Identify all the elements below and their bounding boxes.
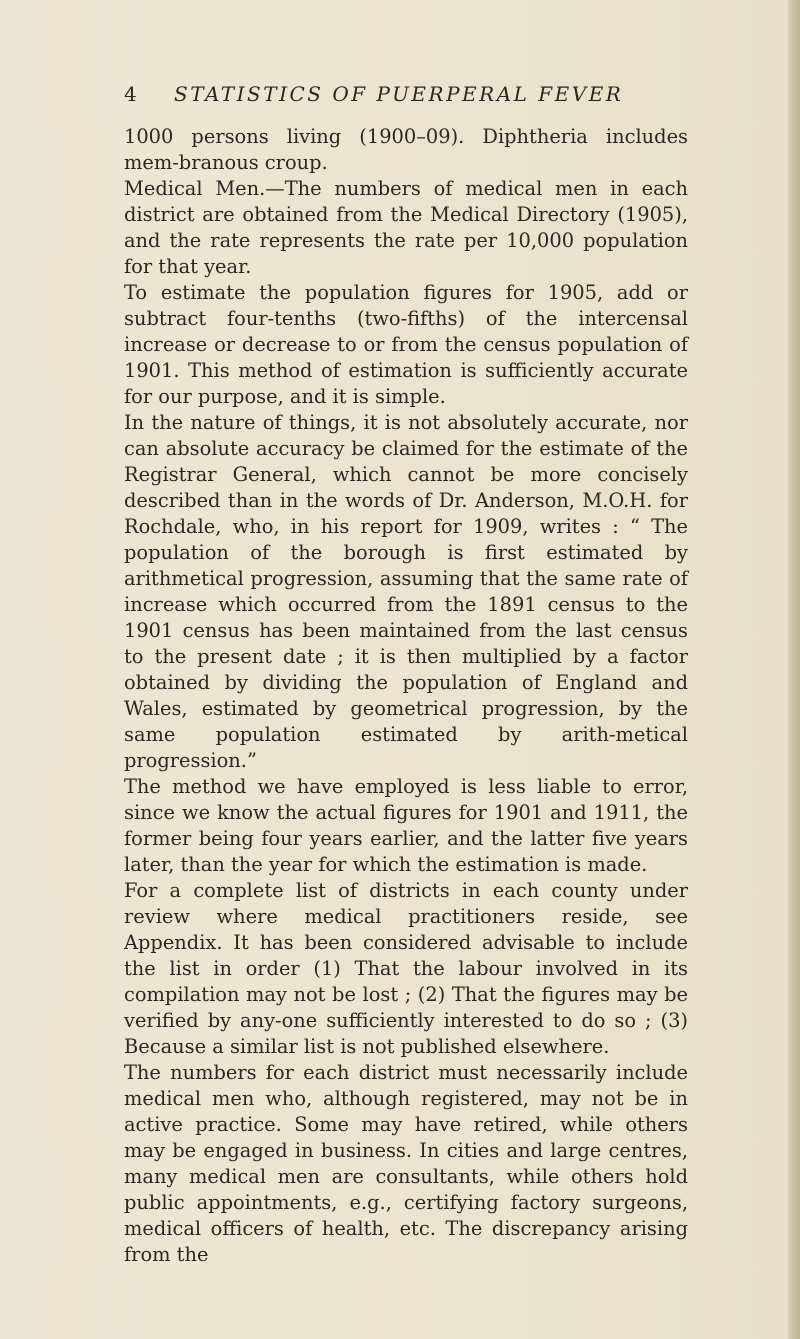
paragraph: For a complete list of districts in each county under review where medical practitioners reside, see Appendix. It has been considered advisable to include the list in order (1) That the labour involved in its compilation may not be lost ; (2) That the figures may be verified by any-one sufficiently interested to do so ; (3) Because a similar list is not published elsewhere.	[124, 879, 688, 1058]
running-head: STATISTICS OF PUERPERAL FEVER	[174, 82, 624, 106]
paragraph: In the nature of things, it is not absolutely accurate, nor can absolute accuracy be claimed for the estimate of the Registrar General, which cannot be more concisely described than in the words of Dr. Anderson, M.O.H. for Rochdale, who, in his report for 1909, writes : “ The population of the borough is first estimated by arithmetical progression, assuming that the same rate of increase which occurred from the 1891 census to the 1901 census has been maintained from the last census to the present date ; it is then multiplied by a factor obtained by dividing the population of England and Wales, estimated by geometrical progression, by the same population estimated by arith-metical progression.”	[124, 411, 688, 772]
paragraph: The method we have employed is less liable to error, since we know the actual figures for 1901 and 1911, the former being four years earlier, and the latter five years later, than the year for which the estimation is made.	[124, 775, 688, 876]
paragraph: Medical Men.—The numbers of medical men in each district are obtained from the Medical Directory (1905), and the rate represents the rate per 10,000 population for that year.	[124, 177, 688, 278]
body-text	[124, 124, 688, 1268]
paragraph: The numbers for each district must necessarily include medical men who, although registered, may not be in active practice. Some may have retired, while others may be engaged in business. In cities and large centres, many medical men are consultants, while others hold public appointments, e.g., certifying factory surgeons, medical officers of health, etc. The discrepancy arising from the	[124, 1061, 688, 1266]
paragraph: 1000 persons living (1900–09). Diphtheria includes mem-branous croup.	[124, 125, 688, 174]
page-number: 4	[124, 82, 137, 106]
paragraph: To estimate the population figures for 1905, add or subtract four-tenths (two-fifths) of the intercensal increase or decrease to or from the census population of 1901. This method of estimation is sufficiently accurate for our purpose, and it is simple.	[124, 281, 688, 408]
page-header	[124, 82, 684, 112]
page-edge	[788, 0, 800, 1339]
